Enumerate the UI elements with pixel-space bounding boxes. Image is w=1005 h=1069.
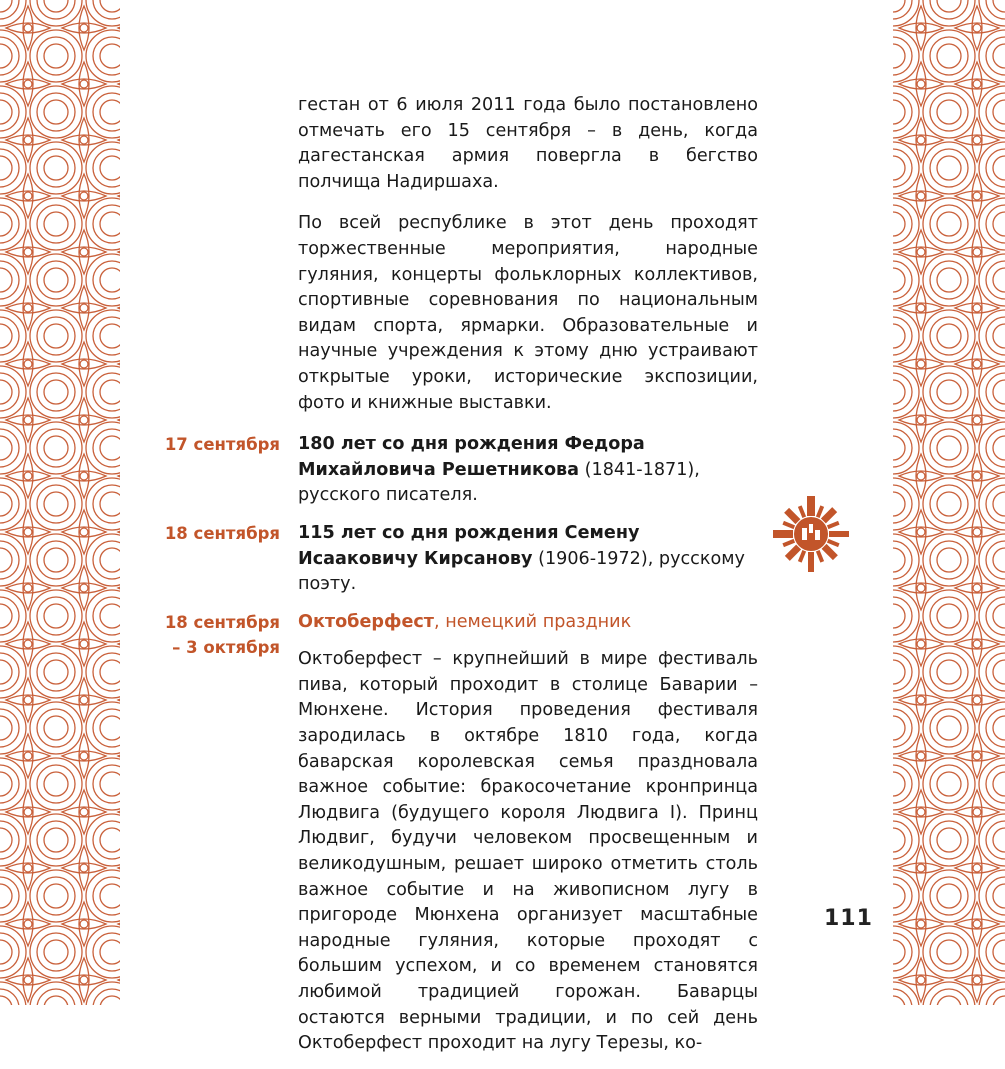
entry-title: Октоберфест [298, 611, 435, 632]
entry-text [298, 432, 758, 509]
paragraph-dagestan-celebrations: По всей республике в этот день проходят торжественные мероприятия, народные гуляния, концерты фольклорных коллективов, спортивные соревнования по национальным видам спорта, ярмарки. Образовательные и научные учреждения к этому дню устраивают открытые уроки, исторические экспозиции, фото и книжные выставки. [298, 213, 758, 413]
ornament-border-right [893, 0, 1005, 1005]
entry-date-end: – 3 октября [172, 638, 280, 658]
entry-description: (1841-1871), русского писателя. [298, 459, 700, 506]
page-content [164, 93, 758, 1069]
page-number: 111 [824, 906, 873, 931]
entry-heading [298, 610, 758, 636]
entry-date: 17 сентября [164, 435, 280, 455]
entry-text [298, 521, 758, 598]
entry-date: 18 сентября [164, 523, 280, 543]
entry-oktoberfest [164, 610, 758, 1057]
entry-date-range [165, 610, 280, 661]
entry-body: Октоберфест – крупнейший в мире фестиваль пива, который проходит в столице Баварии – Мюнхене. История проведения фестиваля зародилась в октябре 1810 года, когда баварская королевская семья праздновала важное событие: бракосочетание кронпринца Людвига (будущего короля Людвига I). Принц Людвиг, будучи человеком просвещенным и великодушным, решает широко отметить столь важное событие и на живописном лугу в пригороде Мюнхена организует масштабные народные гуляния, которые проходят с большим успехом, и со временем становятся любимой традицией горожан. Баварцы остаются верными традиции, и по сей день Октоберфест проходит на лугу Терезы, ко- [298, 649, 758, 1054]
entry-reshetnikov [164, 432, 758, 509]
entry-description: (1906-1972), русскому поэту. [298, 548, 745, 595]
entry-date-start: 18 сентября [164, 612, 280, 632]
entry-kirsanov [164, 521, 758, 598]
entry-description: , немецкий праздник [434, 611, 632, 632]
paragraph-dagestan-end: гестан от 6 июля 2011 года было постановлено отмечать его 15 сентября – в день, когда дагестанская армия повергла в бегство полчища Надиршаха. [298, 95, 758, 192]
entry-title: 115 лет со дня рождения Семену Исааковичу Кирсанову [298, 522, 640, 569]
ornament-border-left [0, 0, 120, 1005]
entry-title: 180 лет со дня рождения Федора Михайловича Решетникова [298, 434, 645, 480]
sunburst-emblem-icon [770, 493, 852, 575]
